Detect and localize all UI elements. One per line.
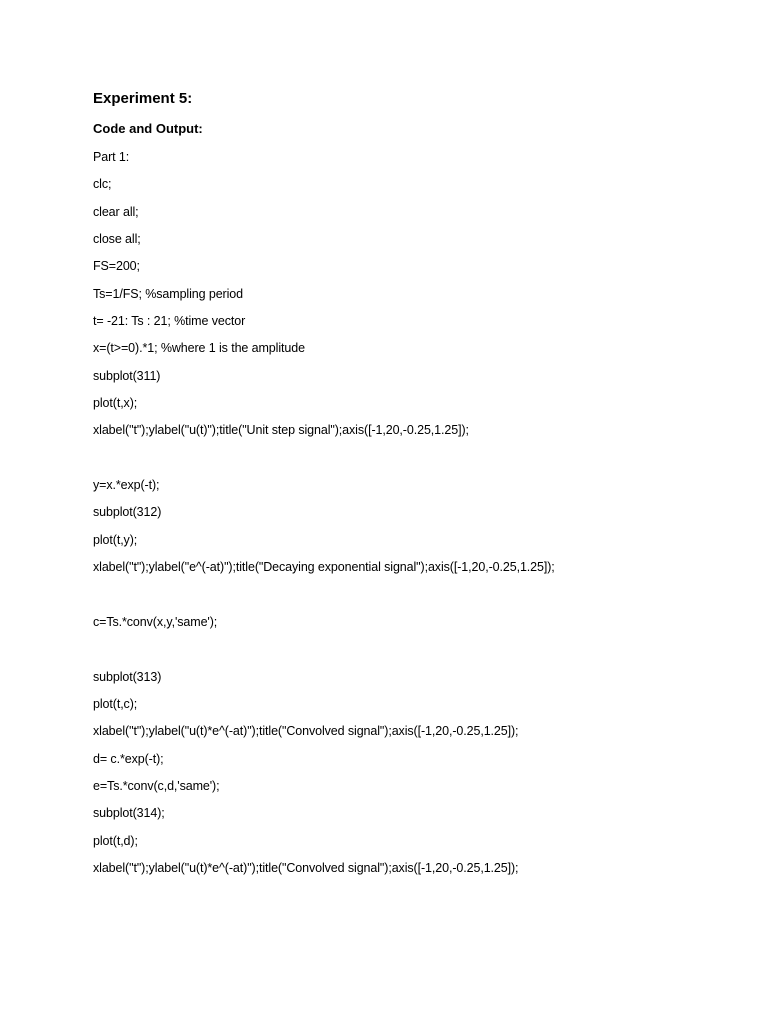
blank-line	[93, 640, 733, 667]
code-line: Part 1:	[93, 150, 130, 164]
code-line: xlabel("t");ylabel("u(t)*e^(-at)");title("Convolved signal");axis([-1,20,-0.25,1.25]);	[93, 724, 519, 739]
code-line: plot(t,x);	[93, 396, 138, 411]
code-line: subplot(313)	[93, 669, 162, 684]
code-line: clear all;	[93, 204, 139, 219]
code-line: e=Ts.*conv(c,d,'same');	[93, 778, 220, 793]
code-line: xlabel("t");ylabel("u(t)*e^(-at)");title("Convolved signal");axis([-1,20,-0.25,1.25]);	[93, 860, 519, 875]
code-line: subplot(314);	[93, 806, 165, 821]
code-line: y=x.*exp(-t);	[93, 478, 160, 493]
section-heading: Code and Output:	[93, 121, 203, 136]
code-line: plot(t,d);	[93, 833, 138, 848]
code-line: subplot(311)	[93, 368, 161, 383]
blank-line	[93, 449, 733, 476]
code-line: FS=200;	[93, 259, 140, 274]
code-line: plot(t,y);	[93, 532, 138, 547]
code-line: xlabel("t");ylabel("e^(-at)");title("Decaying exponential signal");axis([-1,20,-0.25,1.25]);	[93, 560, 555, 575]
code-line: x=(t>=0).*1; %where 1 is the amplitude	[93, 341, 305, 356]
code-line: close all;	[93, 232, 141, 247]
blank-line	[93, 586, 733, 613]
code-line: plot(t,c);	[93, 696, 138, 711]
code-line: Ts=1/FS; %sampling period	[93, 286, 244, 301]
code-line: xlabel("t");ylabel("u(t)");title("Unit step signal");axis([-1,20,-0.25,1.25]);	[93, 423, 469, 438]
code-listing	[93, 148, 733, 886]
code-line: d= c.*exp(-t);	[93, 751, 164, 766]
code-line: clc;	[93, 177, 112, 192]
code-line: t= -21: Ts : 21; %time vector	[93, 314, 246, 329]
code-line: subplot(312)	[93, 505, 162, 520]
code-line: c=Ts.*conv(x,y,'same');	[93, 614, 218, 629]
document-title: Experiment 5:	[93, 90, 193, 107]
